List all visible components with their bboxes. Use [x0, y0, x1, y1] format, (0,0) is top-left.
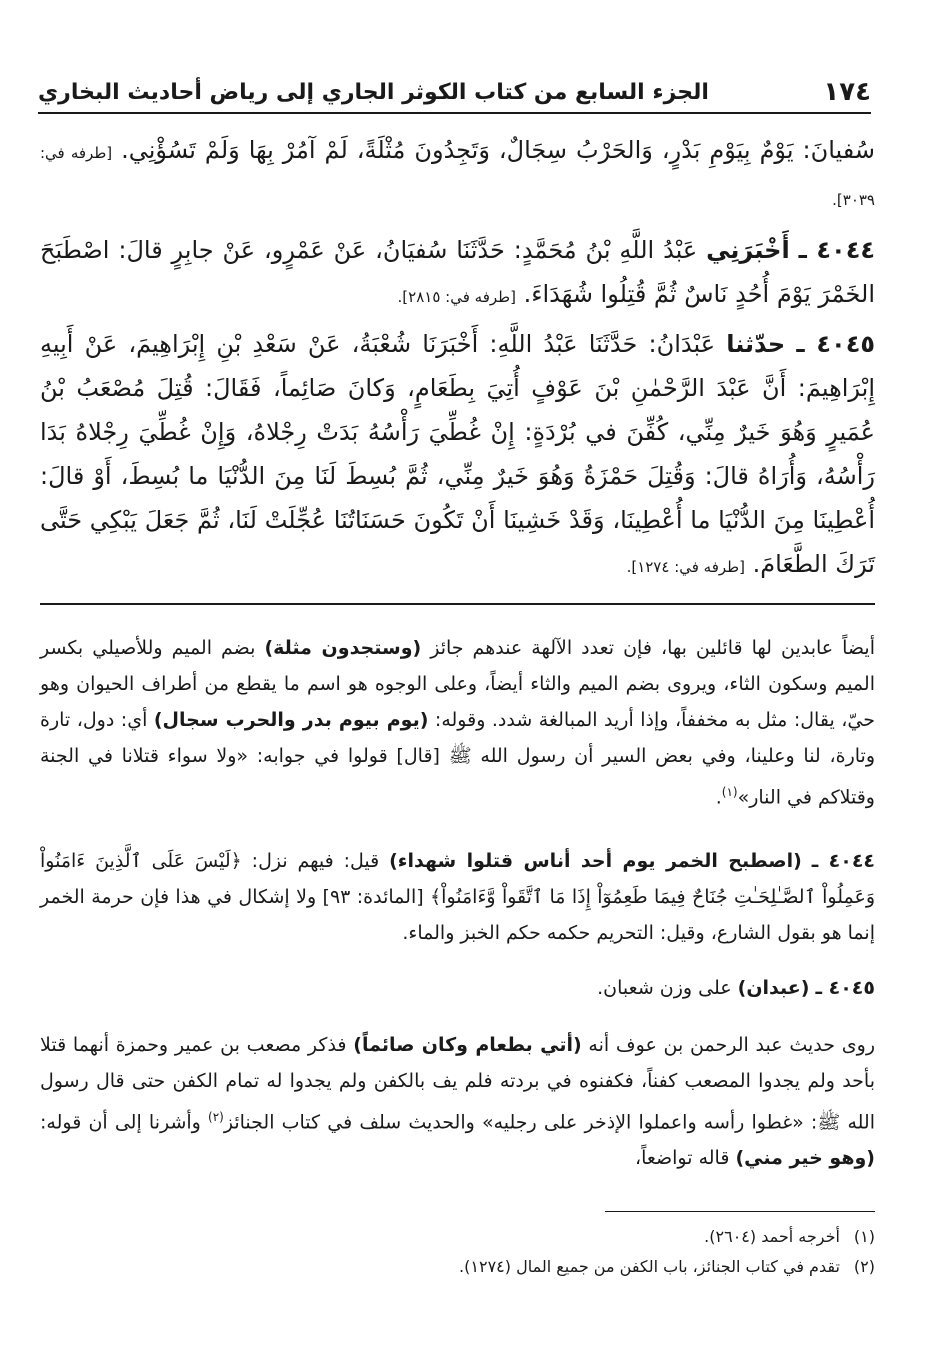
- cross-reference: [طرفه في: ١٢٧٤].: [626, 558, 745, 576]
- commentary-text: فذكر مصعب بن عمير وحمزة أنهما قتلا بأحد ولم يجدوا المصعب كفناً، فكفنوه في بردته فلم يف بالكفن ولم يجدوا له تمام الكفن حتى قال رسول الله ﷺ: «غطوا رأسه واعملوا الإذخر على رجليه» والحديث سلف في كتاب الجنائز: [40, 1034, 875, 1134]
- footnote-text: أخرجه أحمد (٢٦٠٤).: [704, 1227, 840, 1246]
- commentary-text: قيل: فيهم نزل: ﴿لَيْسَ عَلَى ٱلَّذِينَ ءَامَنُواْ وَعَمِلُواْ ٱلصَّـٰلِحَـٰتِ جُنَاحٌ فِيمَا طَعِمُوٓاْ إِذَا مَا ٱتَّقَواْ وَّءَامَنُواْ﴾ [المائدة: ٩٣] ولا إشكال في هذا فإن حرمة الخمر إنما هو بقول الشارع، وقيل: التحريم حكمه حكم الخبز والماء.: [40, 850, 875, 944]
- hadith-4045: [40, 322, 875, 589]
- quoted-phrase: (اصطبح الخمر يوم أحد أناس قتلوا شهداء): [389, 850, 802, 872]
- hadith-text: سُفيانَ: يَوْمٌ بِيَوْمِ بَدْرٍ، وَالحَرْبُ سِجَالٌ، وَتَجِدُونَ مُثْلَةً، لَمْ آمُرْ بِهَا وَلَمْ تَسُؤْنِي.: [121, 136, 875, 164]
- running-title: الجزء السابع من كتاب الكوثر الجاري إلى رياض أحاديث البخاري: [38, 79, 709, 105]
- hadith-continued: [40, 128, 875, 222]
- commentary-text: أيضاً عابدين لها قائلين بها، فإن تعدد الآلهة عندهم جائز: [430, 637, 875, 659]
- hadith-number: ٤٠٤٥ ـ: [796, 330, 875, 358]
- page-header: [38, 72, 871, 114]
- footnotes: [40, 1222, 875, 1282]
- footnote-number: (١): [853, 1227, 875, 1246]
- commentary-text: على وزن شعبان.: [597, 977, 732, 999]
- hadith-4044: [40, 228, 875, 319]
- commentary-paragraph-4045: [40, 970, 875, 1006]
- footnote-text: تقدم في كتاب الجنائز، باب الكفن من جميع المال (١٢٧٤).: [459, 1257, 840, 1276]
- hadith-text: عَبْدُ اللَّهِ بْنُ مُحَمَّدٍ: حَدَّثَنَا سُفيَانُ، عَنْ عَمْرٍو، عَنْ جابِرٍ قالَ: اصْطَبَحَ الخَمْرَ يَوْمَ أُحُدٍ نَاسٌ ثُمَّ قُتِلُوا شُهَدَاءَ.: [40, 236, 875, 308]
- footnote-number: (٢): [853, 1257, 875, 1276]
- footnote-divider: [605, 1211, 875, 1212]
- footnote-marker: (٢): [208, 1110, 224, 1124]
- commentary-text: أي: دول، تارة وتارة، لنا وعلينا، وفي بعض السير أن رسول الله ﷺ [قال] قولوا في جوابه: «ولا سواء قتلانا في الجنة وقتلاكم في النار»: [40, 709, 875, 809]
- quoted-phrase: (عبدان): [737, 977, 810, 999]
- footnote-marker: (١): [721, 785, 738, 799]
- quoted-phrase: (يوم بيوم بدر والحرب سجال): [153, 709, 429, 731]
- hadith-text: عَبْدَانُ: حَدَّثَنَا عَبْدُ اللَّهِ: أَخْبَرَنَا شُعْبَةُ، عَنْ سَعْدِ بْنِ إِبْرَاهِيمَ، عَنْ أَبِيهِ إِبْرَاهِيمَ: أَنَّ عَبْدَ الرَّحْمٰنِ بْنَ عَوْفٍ أُتِيَ بِطَعَامٍ، وَكانَ صَائِماً، فَقَالَ: قُتِلَ مُصْعَبُ بْنُ عُمَيرٍ وَهُوَ خَيرٌ مِنِّي، كُفِّنَ في بُرْدَةٍ: إِنْ غُطِّيَ رَأْسُهُ بَدَتْ رِجْلاهُ، وَإِنْ غُطِّيَ رِجْلاهُ بَدَا رَأْسُهُ، وَأُرَاهُ قالَ: وَقُتِلَ حَمْزَةُ وَهُوَ خَيرٌ مِنِّي، ثُمَّ بُسِطَ لَنَا مِنَ الدُّنْيَا ما بُسِطَ، أَوْ قالَ: أُعْطِينَا مِنَ الدُّنْيَا ما أُعْطِينَا، وَقَدْ خَشِينَا أَنْ تَكُونَ حَسَنَاتُنَا عُجِّلَتْ لَنَا، ثُمَّ جَعَلَ يَبْكِي حَتَّى تَرَكَ الطَّعَامَ.: [40, 330, 875, 578]
- commentary-text: روى حديث عبد الرحمن بن عوف أنه: [588, 1034, 876, 1056]
- commentary-text: وأشرنا إلى أن قوله:: [40, 1111, 201, 1134]
- page-number: ١٧٤: [823, 77, 871, 107]
- hadith-number: ٤٠٤٥ ـ: [815, 977, 875, 999]
- footnote-item: [40, 1252, 875, 1282]
- hadith-lead-word: حدّثنا: [726, 330, 786, 358]
- hadith-number: ٤٠٤٤ ـ: [798, 236, 875, 264]
- commentary-text: قاله تواضعاً،: [634, 1147, 730, 1170]
- commentary-text: بضم الميم وللأصيلي بكسر الميم وسكون الثاء، ويروى بضم الميم والثاء أيضاً، وعلى الوجوه هو اسم ما يقطع من أطراف الحيوان وهو حيّ، يقال: مثل به مخففاً، وإذا أريد المبالغة شدد. وقوله:: [40, 637, 875, 731]
- commentary-text: .: [715, 786, 722, 809]
- hadith-number: ٤٠٤٤ ـ: [811, 850, 876, 872]
- footnote-item: [40, 1222, 875, 1252]
- commentary-paragraph-1: [40, 630, 875, 815]
- hadith-lead-word: أَخْبَرَنِي: [706, 236, 790, 264]
- cross-reference: [طرفه في: ٣٠٣٩].: [40, 144, 875, 209]
- quoted-phrase: (وستجدون مثلة): [264, 637, 422, 659]
- commentary-paragraph-4: [40, 1027, 875, 1176]
- quoted-phrase: (أتي بطعام وكان صائماً): [353, 1034, 582, 1056]
- section-divider: [40, 603, 875, 605]
- cross-reference: [طرفه في: ٢٨١٥].: [397, 288, 516, 306]
- quoted-phrase: (وهو خير مني): [735, 1147, 875, 1170]
- commentary-paragraph-4044: [40, 843, 875, 951]
